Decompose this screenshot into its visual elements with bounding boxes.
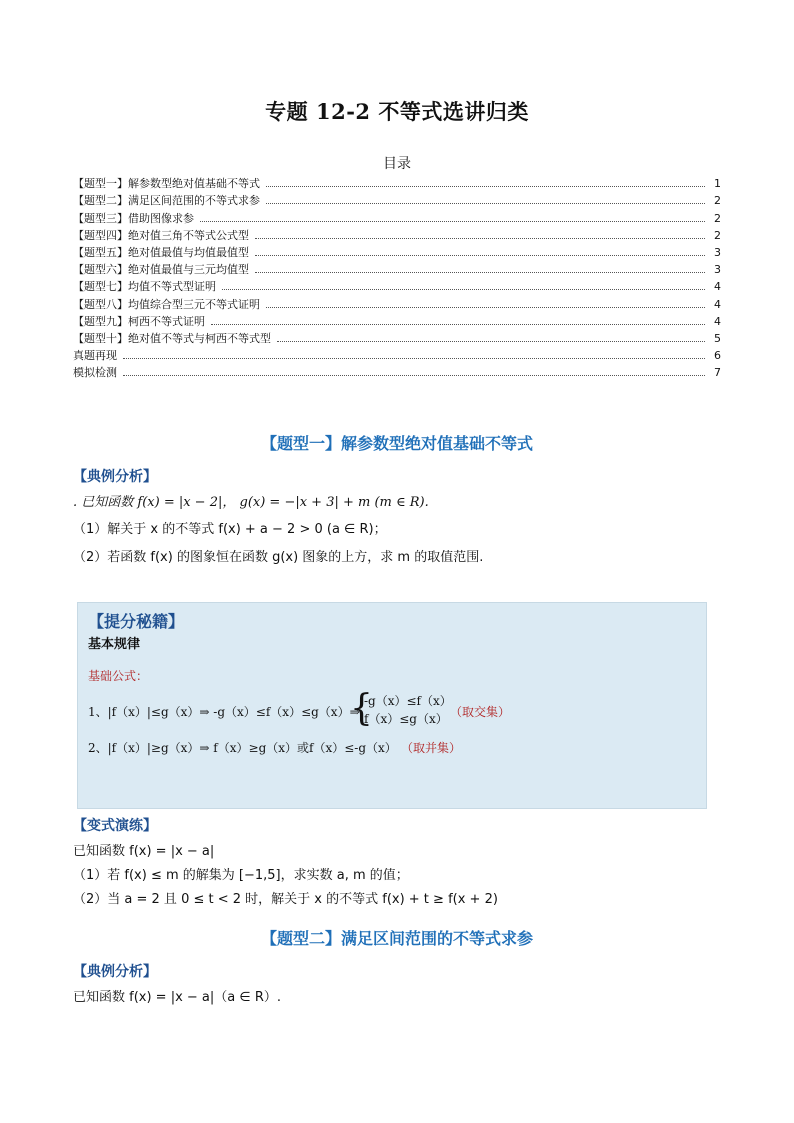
toc-entry-label: 【题型十】绝对值不等式与柯西不等式型 bbox=[73, 331, 271, 345]
toc-entry[interactable] bbox=[73, 242, 721, 259]
toc-leader-dots bbox=[277, 340, 705, 342]
toc-entry-label: 【题型二】满足区间范围的不等式求参 bbox=[73, 194, 260, 208]
toc-entry[interactable] bbox=[73, 311, 721, 328]
toc-entry-page: 2 bbox=[714, 211, 721, 225]
toc-entry-label: 【题型八】均值综合型三元不等式证明 bbox=[73, 297, 260, 311]
toc-entry-page: 4 bbox=[714, 280, 721, 294]
toc-entry-label: 【题型五】绝对值最值与均值最值型 bbox=[73, 245, 249, 259]
formula-1-note: （取交集） bbox=[450, 705, 511, 719]
brace-case-1: -g（x）≤f（x） bbox=[364, 694, 452, 708]
toc-entry[interactable] bbox=[73, 293, 721, 310]
brace-cases bbox=[364, 692, 452, 728]
toc-leader-dots bbox=[211, 323, 705, 325]
toc-leader-dots bbox=[255, 237, 705, 239]
toc-entry-page: 7 bbox=[714, 366, 721, 380]
example-analysis-heading-2: 【典例分析】 bbox=[73, 964, 157, 980]
toc-heading: 目录 bbox=[383, 156, 411, 172]
tip-formula-label: 基础公式： bbox=[88, 669, 149, 683]
toc-entry[interactable] bbox=[73, 276, 721, 293]
example-question-1: （1）解关于 x 的不等式 f(x) + a − 2 > 0 (a ∈ R)； bbox=[73, 522, 387, 537]
toc-entry[interactable] bbox=[73, 362, 721, 379]
toc-leader-dots bbox=[123, 374, 705, 376]
section-heading-type-1: 【题型一】解参数型绝对值基础不等式 bbox=[260, 434, 533, 453]
toc-entry-label: 【题型三】借助图像求参 bbox=[73, 211, 194, 225]
variant-statement: 已知函数 f(x) = |x − a| bbox=[73, 844, 215, 859]
example-question-2: （2）若函数 f(x) 的图象恒在函数 g(x) 图象的上方，求 m 的取值范围. bbox=[73, 550, 484, 565]
document-title: 专题 12-2 不等式选讲归类 bbox=[265, 99, 529, 124]
toc-entry-label: 【题型九】柯西不等式证明 bbox=[73, 314, 205, 328]
toc-entry[interactable] bbox=[73, 328, 721, 345]
tip-subtitle: 基本规律 bbox=[88, 637, 141, 652]
toc-leader-dots bbox=[266, 202, 705, 204]
toc-entry-page: 3 bbox=[714, 263, 721, 277]
example-analysis-heading: 【典例分析】 bbox=[73, 469, 157, 485]
formula-2: 2、|f（x）|≥g（x）⇒ f（x）≥g（x）或f（x）≤-g（x） bbox=[88, 741, 397, 755]
toc-entry-page: 1 bbox=[714, 177, 721, 191]
tip-box bbox=[77, 602, 707, 809]
toc-entry-page: 2 bbox=[714, 194, 721, 208]
toc-entry[interactable] bbox=[73, 259, 721, 276]
variant-practice-heading: 【变式演练】 bbox=[73, 818, 157, 834]
toc-leader-dots bbox=[255, 254, 705, 256]
toc-entry-page: 6 bbox=[714, 349, 721, 363]
toc-leader-dots bbox=[266, 185, 705, 187]
toc-entry-label: 【题型一】解参数型绝对值基础不等式 bbox=[73, 177, 260, 191]
toc-entry[interactable] bbox=[73, 225, 721, 242]
toc-entry[interactable] bbox=[73, 190, 721, 207]
toc-entry-label: 真题再现 bbox=[73, 349, 117, 363]
toc-entry-page: 5 bbox=[714, 331, 721, 345]
brace-case-2: f（x）≤g（x） bbox=[364, 712, 448, 726]
variant-question-1: （1）若 f(x) ≤ m 的解集为 [−1,5]，求实数 a, m 的值； bbox=[73, 868, 409, 883]
table-of-contents bbox=[73, 173, 721, 379]
toc-entry-label: 【题型四】绝对值三角不等式公式型 bbox=[73, 228, 249, 242]
formula-2-note: （取并集） bbox=[401, 741, 462, 755]
brace-symbol: { bbox=[350, 688, 373, 729]
toc-entry-page: 3 bbox=[714, 245, 721, 259]
variant-question-2: （2）当 a = 2 且 0 ≤ t < 2 时，解关于 x 的不等式 f(x) + t ≥ f(x + 2) bbox=[73, 892, 498, 907]
formula-1: 1、|f（x）|≤g（x）⇒ -g（x）≤f（x）≤g（x）⇒ bbox=[88, 705, 360, 719]
section-heading-type-2: 【题型二】满足区间范围的不等式求参 bbox=[260, 929, 533, 948]
toc-entry-label: 模拟检测 bbox=[73, 366, 117, 380]
toc-entry-page: 4 bbox=[714, 297, 721, 311]
toc-entry-label: 【题型六】绝对值最值与三元均值型 bbox=[73, 263, 249, 277]
toc-leader-dots bbox=[200, 220, 705, 222]
toc-entry-page: 4 bbox=[714, 314, 721, 328]
toc-leader-dots bbox=[123, 357, 705, 359]
toc-leader-dots bbox=[255, 271, 705, 273]
toc-entry-label: 【题型七】均值不等式型证明 bbox=[73, 280, 216, 294]
example-statement: . 已知函数 f(x) = |x − 2|， g(x) = −|x + 3| + m (m ∈ R). bbox=[73, 495, 429, 510]
toc-leader-dots bbox=[222, 288, 705, 290]
tip-title: 【提分秘籍】 bbox=[88, 612, 185, 631]
toc-entry[interactable] bbox=[73, 173, 721, 190]
toc-entry-page: 2 bbox=[714, 228, 721, 242]
toc-entry[interactable] bbox=[73, 207, 721, 224]
toc-entry[interactable] bbox=[73, 345, 721, 362]
example-statement-2: 已知函数 f(x) = |x − a|（a ∈ R）. bbox=[73, 990, 282, 1005]
toc-leader-dots bbox=[266, 306, 705, 308]
